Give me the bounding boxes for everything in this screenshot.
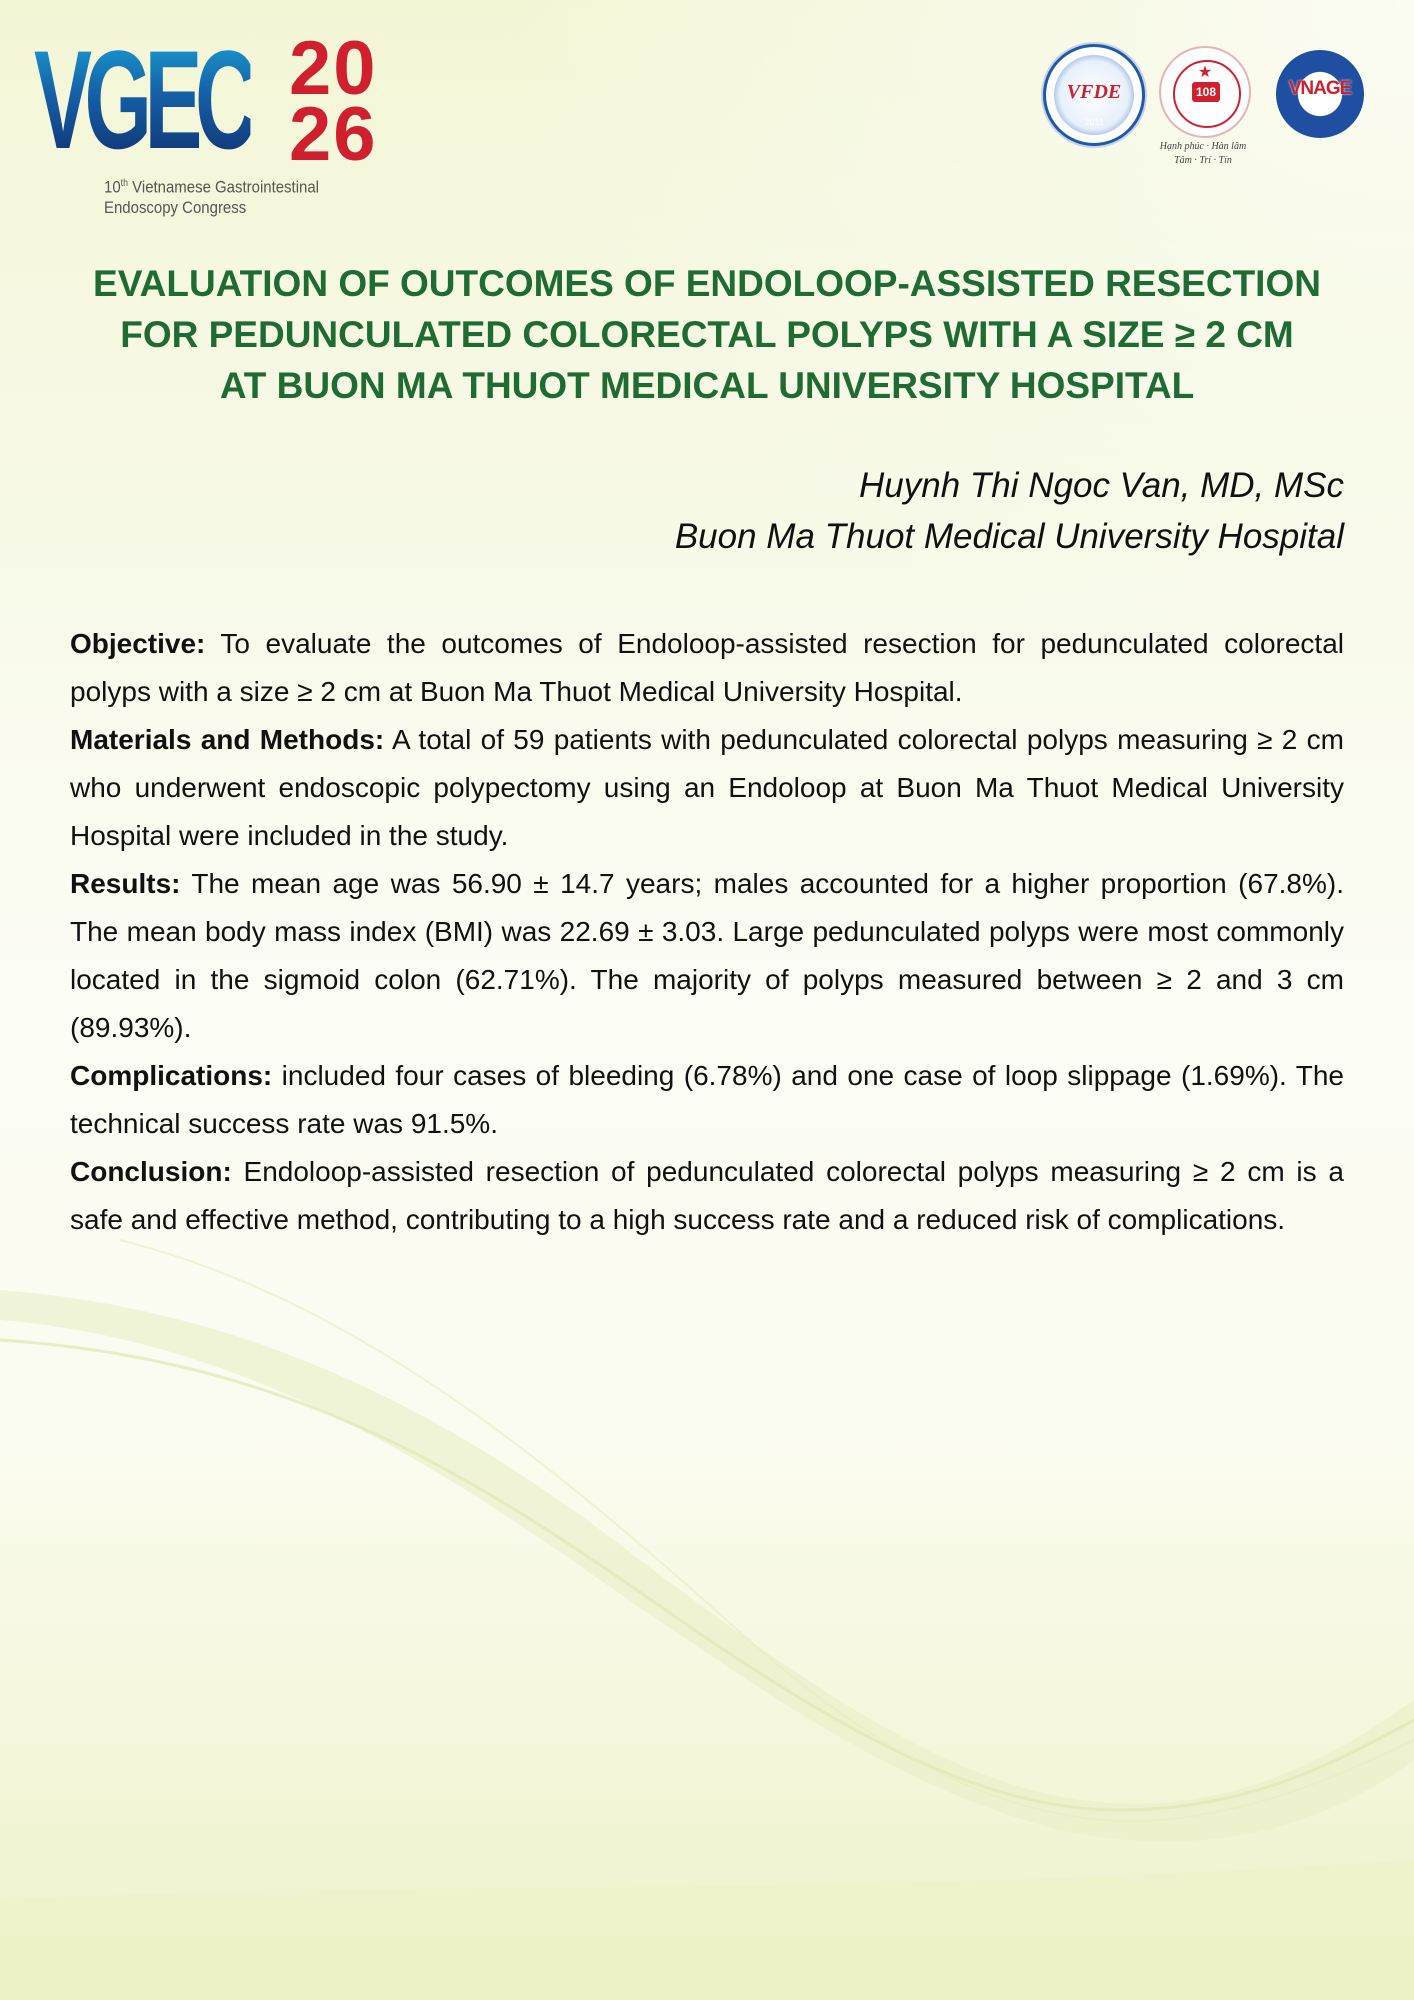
page-title <box>70 258 1344 411</box>
star-icon: ★ <box>1197 64 1213 81</box>
logo-year-top: 20 <box>289 26 378 111</box>
methods-paragraph <box>70 716 1344 860</box>
congress-line2: Endoscopy Congress <box>104 197 247 217</box>
edition-suffix: th <box>120 178 128 189</box>
vfde-year: 2011 <box>1084 117 1104 127</box>
vgec-wordmark: VGEC <box>34 21 251 178</box>
logo-year-bottom: 26 <box>289 92 378 177</box>
vgec-logo <box>34 21 414 220</box>
results-text: The mean age was 56.90 ± 14.7 years; males accounted for a higher proportion (67.8%). The mean body mass index (BMI) was 22.69 ± 3.03. Large pedunculated polyps were most commonly located in the sigmoid colon (62.71%). The majority of polyps measured between ≥ 2 and 3 cm (89.93%). <box>70 868 1344 1043</box>
complications-text: included four cases of bleeding (6.78%) and one case of loop slippage (1.69%). The technical success rate was 91.5%. <box>70 1060 1344 1139</box>
objective-paragraph <box>70 620 1344 716</box>
results-label: Results: <box>70 868 181 899</box>
methods-text: A total of 59 patients with pedunculated colorectal polyps measuring ≥ 2 cm who underwent endoscopic polypectomy using an Endoloop at Buon Ma Thuot Medical University Hospital were included in the study. <box>70 724 1344 851</box>
vfde-label: VFDE <box>1066 81 1122 103</box>
author-block <box>675 460 1344 562</box>
motto-line2: Tâm · Trí · Tín <box>1174 155 1232 166</box>
hospital-number: 108 <box>1192 82 1220 102</box>
objective-text: To evaluate the outcomes of Endoloop-assisted resection for pedunculated colorectal polyps with a size ≥ 2 cm at Buon Ma Thuot Medical University Hospital. <box>70 628 1344 707</box>
methods-label: Materials and Methods: <box>70 724 385 755</box>
military-hospital-108-badge <box>1159 46 1251 138</box>
title-line2: FOR PEDUNCULATED COLORECTAL POLYPS WITH A SIZE ≥ 2 CM <box>120 314 1294 355</box>
conclusion-label: Conclusion: <box>70 1156 232 1187</box>
hospital-motto <box>1148 140 1258 168</box>
abstract <box>70 620 1344 1244</box>
congress-line1: Vietnamese Gastrointestinal <box>132 177 319 197</box>
conclusion-paragraph <box>70 1148 1344 1244</box>
complications-paragraph <box>70 1052 1344 1148</box>
results-paragraph <box>70 860 1344 1052</box>
title-line3: AT BUON MA THUOT MEDICAL UNIVERSITY HOSPITAL <box>219 365 1195 406</box>
conclusion-text: Endoloop-assisted resection of pedunculated colorectal polyps measuring ≥ 2 cm is a safe and effective method, contributing to a high success rate and a reduced risk of complications. <box>70 1156 1344 1235</box>
motto-line1: Hạnh phúc · Hàn lâm <box>1159 141 1247 152</box>
vfde-badge <box>1043 44 1145 146</box>
edition-number: 10 <box>104 177 121 197</box>
congress-name <box>104 174 319 218</box>
author-affiliation: Buon Ma Thuot Medical University Hospital <box>674 517 1344 556</box>
objective-label: Objective: <box>70 628 206 659</box>
author-name: Huynh Thi Ngoc Van, MD, MSc <box>859 466 1344 505</box>
vnage-label: VNAGE <box>1288 78 1352 99</box>
title-line1: EVALUATION OF OUTCOMES OF ENDOLOOP-ASSISTED RESECTION <box>93 263 1321 304</box>
complications-label: Complications: <box>70 1060 273 1091</box>
vnage-badge <box>1276 50 1364 138</box>
header <box>0 0 1414 230</box>
